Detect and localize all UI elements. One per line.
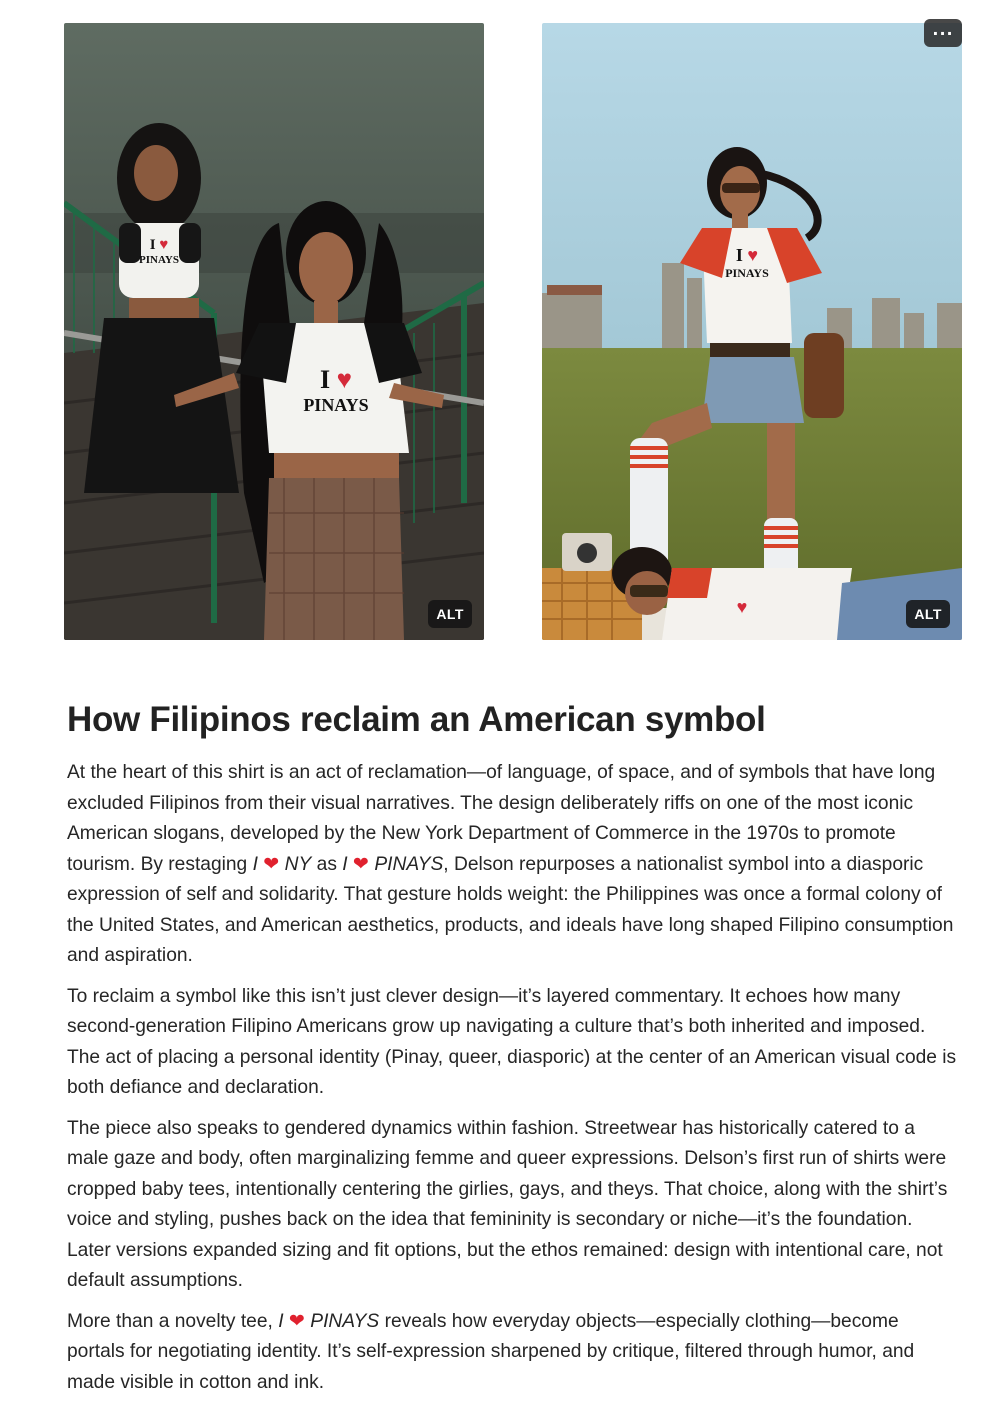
section-heading: How Filipinos reclaim an American symbol (67, 700, 766, 739)
svg-text:♥: ♥ (736, 597, 748, 617)
shirt-slogan-top: I ♥ (319, 365, 353, 394)
park-photo-image (542, 23, 962, 640)
paragraph-1: At the heart of this shirt is an act of reclamation—of language, of space, and of symbols that have long excluded Filipinos from their visual narratives. The design deliberately riffs on one of the most iconic American slogans, developed by the New York Department of Commerce in the 1970s to promote tourism. By restaging I ❤ NY as I ❤ PINAYS, Delson repurposes a nationalist symbol into a diasporic expression of self and solidarity. That gesture holds weight: the Philippines was once a formal colony of the United States, and American aesthetics, products, and ideals have long shaped Filipino consumption and aspiration. (67, 762, 954, 966)
heart-icon: ❤ (352, 853, 369, 875)
svg-text:PINAYS: PINAYS (725, 266, 769, 280)
slogan-i-heart-pinays: I ❤ PINAYS (278, 1310, 380, 1332)
alt-text-button[interactable]: ALT (428, 600, 472, 628)
stairwell-photo-image (64, 23, 484, 640)
photo-park[interactable] (542, 23, 962, 640)
heart-icon: ❤ (288, 1310, 305, 1332)
article-section (67, 700, 957, 1408)
slogan-i-heart-pinays: I ❤ PINAYS (342, 853, 444, 875)
alt-text-button[interactable]: ALT (906, 600, 950, 628)
photo-gallery (64, 23, 962, 640)
paragraph-4: More than a novelty tee, I ❤ PINAYS reveals how everyday objects—especially clothing—become portals for negotiating identity. It’s self-expression sharpened by critique, filtered through humor, and made visible in cotton and ink. (67, 1310, 915, 1393)
photo-stairwell[interactable] (64, 23, 484, 640)
svg-text:PINAYS: PINAYS (303, 395, 369, 415)
svg-text:PINAYS: PINAYS (139, 254, 179, 266)
paragraph-3: The piece also speaks to gendered dynamics within fashion. Streetwear has historically catered to a male gaze and body, often marginalizing femme and queer expressions. Delson’s first run of shirts were cropped baby tees, intentionally centering the girlies, gays, and theys. That choice, along with the shirt’s voice and styling, pushes back on the idea that femininity is secondary or niche—it’s the foundation. Later versions expanded sizing and fit options, but the ethos remained: design with intentional care, not default assumptions. (67, 1117, 948, 1291)
svg-text:I ♥: I ♥ (149, 237, 169, 253)
heart-icon: ❤ (263, 853, 280, 875)
paragraph-2: To reclaim a symbol like this isn’t just clever design—it’s layered commentary. It echoes how many second-generation Filipino Americans grow up navigating a culture that’s both inherited and imposed. The act of placing a personal identity (Pinay, queer, diasporic) at the center of an American visual code is both defiance and declaration. (67, 985, 957, 1098)
slogan-i-heart-ny: I ❤ NY (252, 853, 312, 875)
svg-text:I ♥: I ♥ (735, 245, 759, 265)
more-options-button[interactable]: ··· (924, 19, 962, 47)
